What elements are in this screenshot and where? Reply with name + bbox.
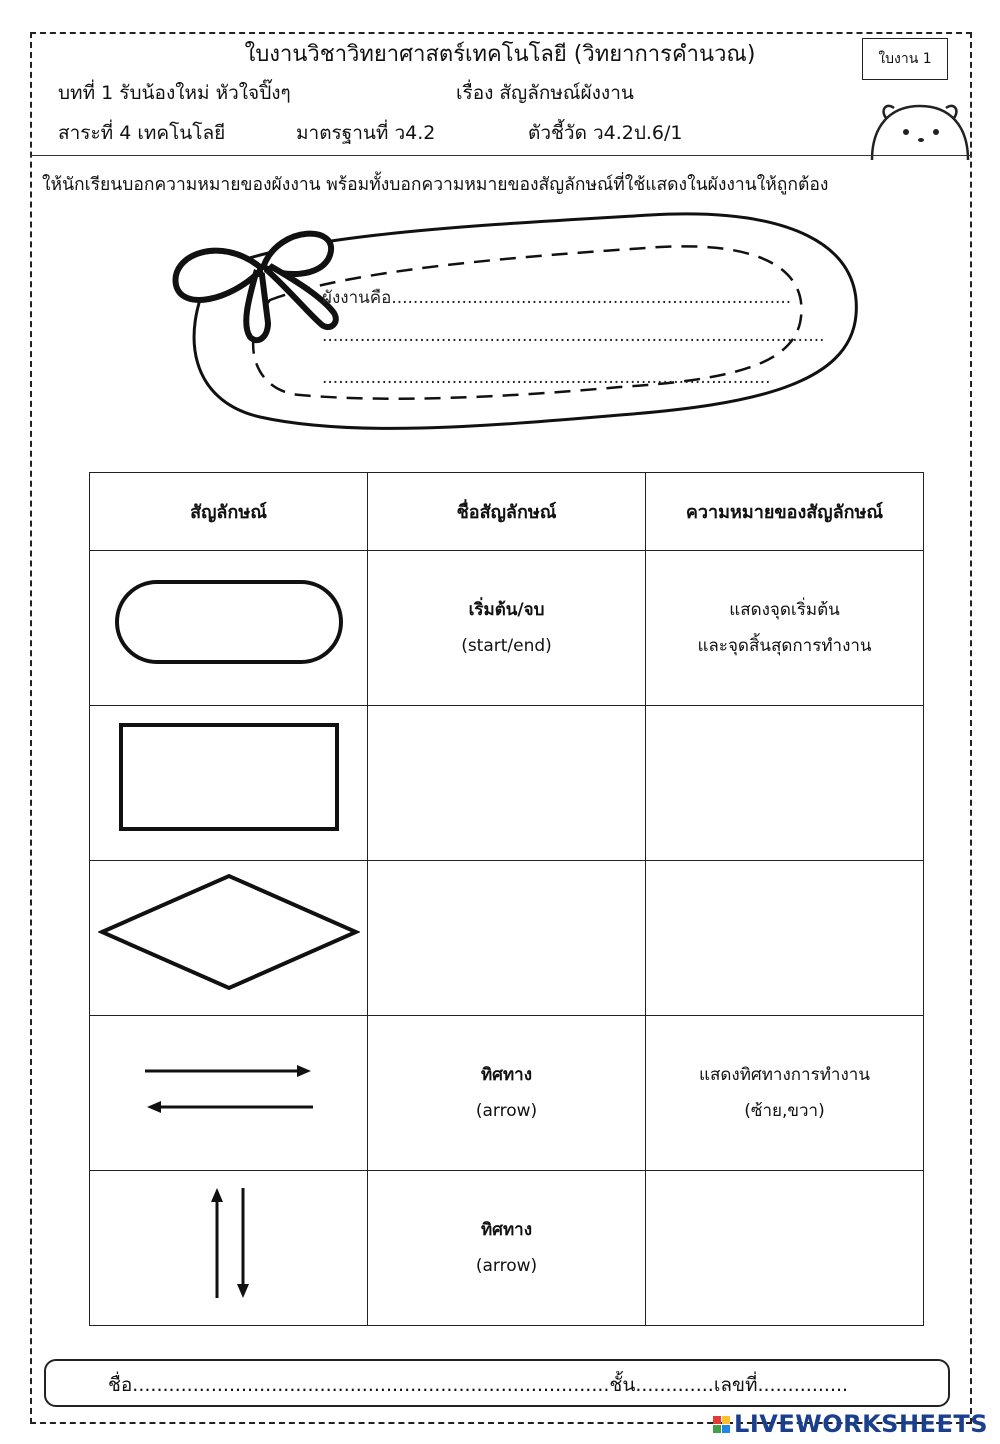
symbol-name: เริ่มต้น/จบ bbox=[468, 600, 545, 620]
meaning-cell bbox=[646, 1016, 924, 1171]
table-row bbox=[90, 861, 924, 1016]
definition-line-3: ................................................................................... bbox=[322, 368, 771, 388]
symbol-cell bbox=[90, 551, 368, 706]
table-header-row bbox=[90, 473, 924, 551]
symbol-meaning-2: (ซ้าย,ขวา) bbox=[744, 1101, 825, 1121]
student-info-line: ชื่อ...............................................................................ชั้น.............เลขที่............... bbox=[108, 1374, 849, 1396]
meaning-cell[interactable] bbox=[646, 706, 924, 861]
symbol-meaning-2: และจุดสิ้นสุดการทำงาน bbox=[697, 636, 872, 656]
table-row bbox=[90, 1016, 924, 1171]
instruction-text: ให้นักเรียนบอกความหมายของผังงาน พร้อมทั้งบอกความหมายของสัญลักษณ์ที่ใช้แสดงในผังงานให้ถูกต้อง bbox=[42, 175, 829, 195]
topic-label: เรื่อง สัญลักษณ์ผังงาน bbox=[456, 82, 634, 104]
rectangle-process-icon bbox=[109, 717, 349, 837]
symbol-cell bbox=[90, 1016, 368, 1171]
symbol-name-en: (start/end) bbox=[461, 636, 552, 656]
bear-icon bbox=[866, 96, 976, 162]
table-row bbox=[90, 1171, 924, 1326]
header-meaning: ความหมายของสัญลักษณ์ bbox=[646, 473, 924, 551]
strand-label: สาระที่ 4 เทคโนโลยี bbox=[58, 122, 226, 144]
symbol-name: ทิศทาง bbox=[480, 1220, 533, 1240]
symbol-meaning-1: แสดงทิศทางการทำงาน bbox=[699, 1065, 870, 1085]
header-divider bbox=[30, 155, 972, 156]
name-cell bbox=[368, 1171, 646, 1326]
definition-line-2: ............................................................................................. bbox=[322, 326, 825, 346]
symbol-cell bbox=[90, 706, 368, 861]
worksheet-title: ใบงานวิชาวิทยาศาสตร์เทคโนโลยี (วิทยาการคำนวณ) bbox=[244, 42, 756, 67]
symbol-cell bbox=[90, 1171, 368, 1326]
symbol-cell bbox=[90, 861, 368, 1016]
standard-label: มาตรฐานที่ ว4.2 bbox=[296, 122, 436, 144]
header-symbol: สัญลักษณ์ bbox=[90, 473, 368, 551]
lesson-label: บทที่ 1 รับน้องใหม่ หัวใจปิ๊งๆ bbox=[58, 82, 291, 104]
symbol-name-en: (arrow) bbox=[475, 1256, 538, 1276]
vertical-arrows-icon bbox=[199, 1182, 259, 1302]
symbol-name: ทิศทาง bbox=[480, 1065, 533, 1085]
indicator-label: ตัวชี้วัด ว4.2ป.6/1 bbox=[528, 122, 683, 144]
horizontal-arrows-icon bbox=[139, 1057, 319, 1117]
symbol-table bbox=[89, 472, 924, 1326]
name-cell[interactable] bbox=[368, 706, 646, 861]
meaning-cell[interactable] bbox=[646, 861, 924, 1016]
meaning-cell[interactable] bbox=[646, 1171, 924, 1326]
rounded-rectangle-terminal-icon bbox=[109, 572, 349, 672]
symbol-name-en: (arrow) bbox=[475, 1101, 538, 1121]
brand-squares-icon bbox=[713, 1416, 730, 1433]
definition-note-shape bbox=[150, 205, 870, 445]
liveworksheets-logo bbox=[713, 1410, 988, 1438]
name-cell bbox=[368, 551, 646, 706]
name-cell[interactable] bbox=[368, 861, 646, 1016]
table-row bbox=[90, 706, 924, 861]
symbol-meaning-1: แสดงจุดเริ่มต้น bbox=[729, 600, 840, 620]
header-name: ชื่อสัญลักษณ์ bbox=[368, 473, 646, 551]
brand-name: LIVEWORKSHEETS bbox=[734, 1410, 988, 1438]
meaning-cell bbox=[646, 551, 924, 706]
definition-line-1: ผังงานคือ.......................................................................... bbox=[322, 288, 792, 308]
diamond-decision-icon bbox=[98, 872, 360, 992]
table-row bbox=[90, 551, 924, 706]
sheet-badge: ใบงาน 1 bbox=[862, 38, 948, 80]
name-cell bbox=[368, 1016, 646, 1171]
